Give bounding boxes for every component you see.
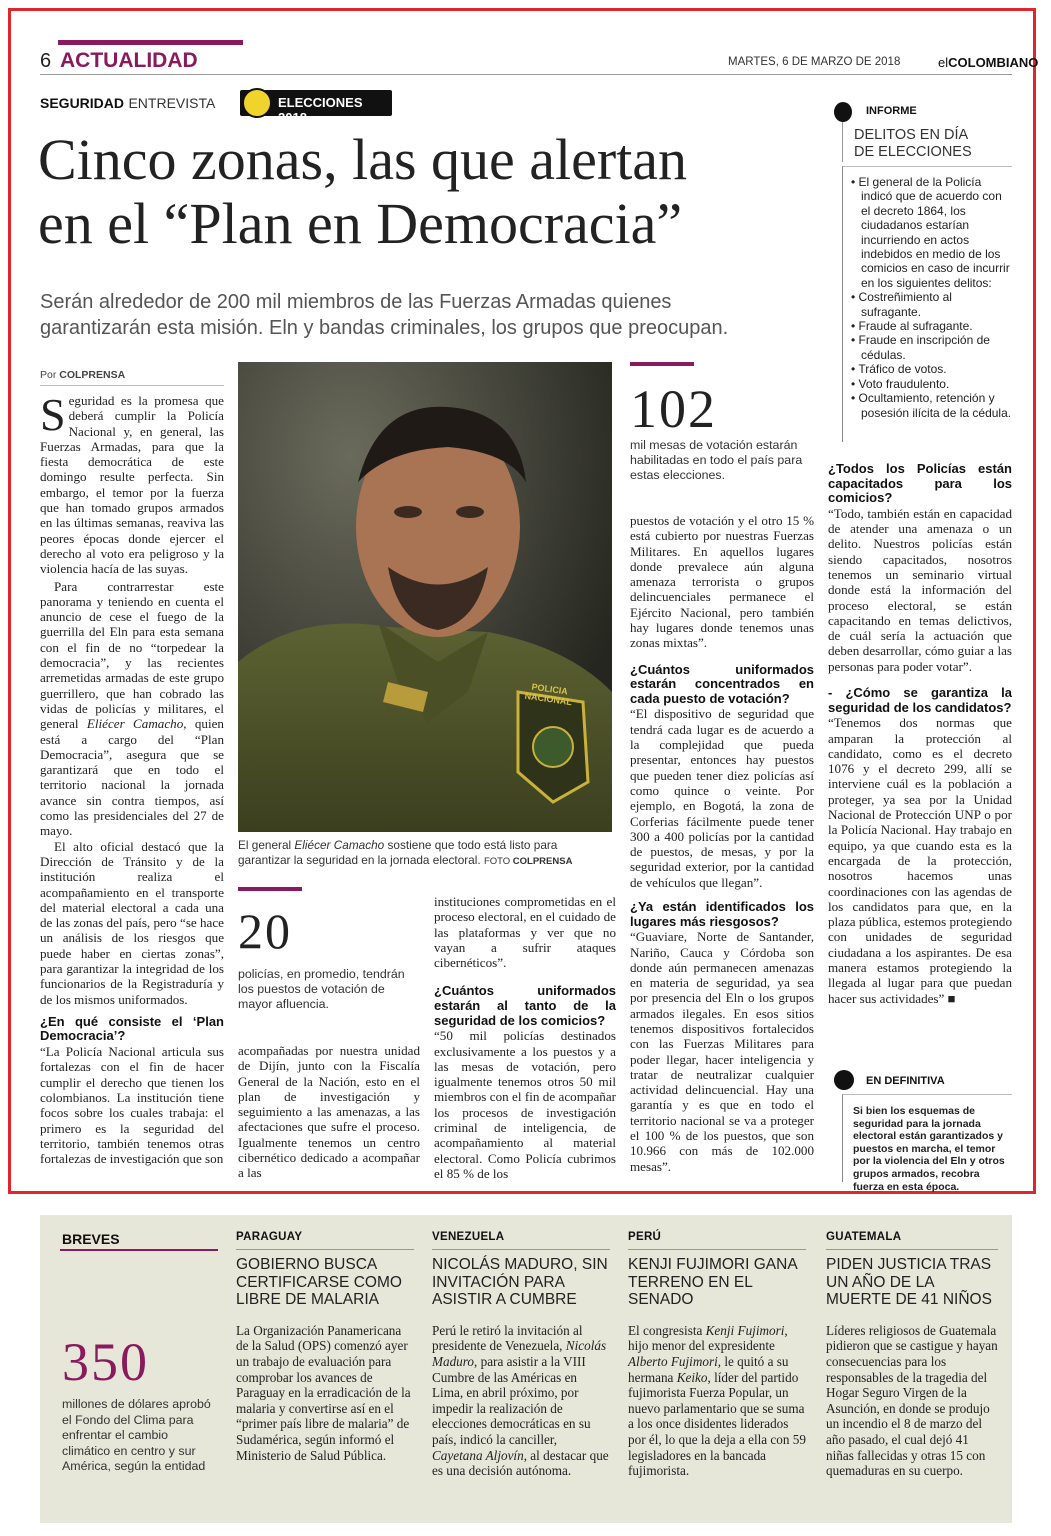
fact-102-number: 102 xyxy=(630,379,717,439)
page-number: 6 xyxy=(40,50,52,72)
brief-country: PERÚ xyxy=(628,1231,662,1243)
deck-line-1: Serán alrededor de 200 mil miembros de las Fuerzas Armadas quienes xyxy=(40,291,672,313)
brief-title: KENJI FUJIMORI GANA TERRENO EN EL SENADO xyxy=(628,1256,797,1309)
general-name: Eliécer Camacho xyxy=(86,716,184,732)
answer-uniformados-puesto: “El dispositivo de seguridad que tendrá cada lugar es de acuerdo a la complejidad que pueda presentar, entonces hay puestos que pueden tener diez policías así como quince o veinte. Por ejemplo, en Bogotá, la zona de Corferias fácilmente puede tener 300 a 400 policías por la cantidad de puestos, de mesas, y por la seguridad exterior, por la cantidad de vehículos que llegan”. xyxy=(630,706,814,890)
answer-uniformados-seguridad: “50 mil policías destinados exclusivamente a los puestos y a las mesas de votación, pero igualmente tenemos otros 50 mil miembros con el fin de acompañar los procesos de investigación criminal de inteligencia, de acompañamiento al material electoral. Como Policía cubrimos el 85 % de los xyxy=(434,1028,616,1181)
section-accent-bar xyxy=(58,40,243,45)
col4-paragraph-1: puestos de votación y el otro 15 % está cubierto por nuestras Fuerzas Militares. En aquellos lugares donde prevalece aún alguna amenaza terrorista o grupos delincuenciales permanece el Ejército Nacional, pero también hay lugares donde tenemos unas zonas mixtas”. xyxy=(630,513,814,651)
brief-guatemala xyxy=(826,1231,998,1479)
brief-venezuela xyxy=(432,1231,610,1479)
kicker-section: SEGURIDAD xyxy=(40,95,125,111)
breves-section xyxy=(40,1215,1012,1523)
question-seguridad-candidatos: - ¿Cómo se garantiza la seguridad de los candidatos? xyxy=(828,685,1012,715)
informe-item: • Fraude al sufragante. xyxy=(851,319,973,334)
deck xyxy=(40,289,820,341)
informe-box xyxy=(828,100,1012,442)
byline-rule xyxy=(40,385,224,386)
end-mark: ■ xyxy=(947,990,956,1006)
col1-paragraph-1: Seguridad es la promesa que deberá cumplir la Policía Nacional y, en general, las Fuerzas Armadas, para que la fiesta democrática de este domingo resulte perfecta. Sin embargo, el temor por la fuerza que han tomado grupos armados en las últimas semanas, reaviva las peores épocas donde ejercer el derecho al voto era peligroso y la violencia hacía de las suyas. xyxy=(40,389,224,577)
brief-text: Líderes religiosos de Guatemala pidieron que se castigue y hayan consecuencias para los responsables de la tragedia del Hogar Seguro Virgen de la Asunción, en donde se produjo un incendio el 8 de marzo del año pasado, el cual dejó 41 niñas fallecidas y otras 15 con quemaduras en su cuerpo. xyxy=(826,1322,998,1479)
definitiva-label: EN DEFINITIVA xyxy=(866,1075,945,1087)
col1-paragraph-2: Para contrarrestar este panorama y teniendo en cuenta el anuncio de cese el fuego de la guerrilla del Eln para esta semana con el fin de no “torpedear la democracia”, y las recientes arremetidas armadas de este grupo guerrillero, que han cobrado las vidas de policías y militares, el general Eliécer Camacho, quien está a cargo del “Plan Democracia”, asegura que se garantizará que en todo el territorio nacional la jornada avance sin contra tiempos, así como las presidenciales del 27 de mayo. xyxy=(40,578,224,839)
informe-list xyxy=(849,175,1012,420)
question-lugares-riesgosos: ¿Ya están identificados los lugares más riesgosos? xyxy=(630,899,814,929)
brief-text: La Organización Panamericana de la Salud (OPS) comenzó ayer un trabajo de evaluación para comprobar los avances de Paraguay en la erradicación de la malaria y convertirse así en el “primer país libre de malaria” de Sudamérica, según informó el Ministerio de Salud Pública. xyxy=(236,1322,411,1463)
headline-line-2: en el “Plan en Democracia” xyxy=(38,191,683,256)
informe-item: • Costreñimiento al sufragante. xyxy=(851,290,952,319)
brief-title: GOBIERNO BUSCA CERTIFICARSE COMO LIBRE DE MALARIA xyxy=(236,1256,402,1309)
uniform-patch-text: POLICIA NACIONAL xyxy=(524,681,573,708)
photo-credit: FOTO COLPRENSA xyxy=(483,856,573,867)
brief-text: El congresista Kenji Fujimori, hijo menor del expresidente Alberto Fujimori, le quitó a su hermana Keiko, líder del partido fujimorista Fuerza Popular, un nuevo parlamentario que se suma a los once disidentes liderados por él, lo que la deja a ella con 59 legisladores en la bancada fujimorista. xyxy=(628,1322,806,1479)
byline-prefix: Por xyxy=(40,369,57,381)
photo-caption: El general Eliécer Camacho sostiene que todo está listo para garantizar la seguridad en la jornada electoral. FOTO COLPRENSA xyxy=(238,838,573,867)
answer-seguridad-candidatos: “Tenemos dos normas que amparan la protección al candidato, como es el decreto 1076 y el decreto 299, allí se interviene cuál es la población a proteger, ya sea por la Unidad Nacional de Protección UNP o por la Policía Nacional. Hay trabajo en equipo, ya que cuando esta es la encargada de la protección, nosotros hacemos unas coordinaciones con las agendas de los candidatos para que, en la plaza pública, estemos protegiendo con unidades de seguridad ciudadana a los aspirantes. De esa manera estamos protegiendo la llegada al lugar para que puedan hacer sus actividades” ■ xyxy=(828,715,1012,1006)
brand-main: COLOMBIANO xyxy=(948,55,1039,70)
col1-paragraph-3: El alto oficial destacó que la Dirección de Tránsito y de la institución realiza el acompañamiento en el transporte del material electoral a cada una de las zonas del país, pero “se hace un análisis de los riesgos que puede haber en ciertas zonas”, para garantizar la integridad de los funcionarios de la Registraduría y de los mismos uniformados. xyxy=(40,838,224,1007)
general-photo xyxy=(238,362,612,832)
section-name: ACTUALIDAD xyxy=(60,49,198,72)
fact-20-description: policías, en promedio, tendrán los puestos de votación de mayor afluencia. xyxy=(238,967,405,1011)
elections-badge-label: ELECCIONES 2018 xyxy=(278,95,363,125)
informe-item: • Fraude en inscripción de cédulas. xyxy=(851,333,990,362)
drop-cap: S xyxy=(40,389,66,440)
question-plan-democracia: ¿En qué consiste el ‘Plan Democracia’? xyxy=(40,1013,224,1044)
informe-list-box xyxy=(842,166,1012,442)
answer-plan-democracia: “La Policía Nacional articula sus fortalezas con el fin de hacer cumplir el derecho que tienen los colombianos. La institución tiene focos sobre los cuales trabaja: el primero es la seguridad del territorio, también tenemos otras fortalezas de investigación que son xyxy=(40,1044,224,1167)
byline xyxy=(40,369,125,381)
caption-general-name: Eliécer Camacho xyxy=(294,838,385,852)
col3-intro: instituciones comprometidas en el proceso electoral, en el cuidado de las plataformas y ver que no vayan a sufrir ataques cibernéticos”. xyxy=(434,894,616,971)
fact-20-bar xyxy=(238,887,302,891)
definitiva-icon xyxy=(834,1070,854,1090)
breves-number-description: millones de dólares aprobó el Fondo del Clima para enfrentar el cambio climático en centro y sur América, según la entidad xyxy=(62,1397,211,1474)
informe-item: • Ocultamiento, retención y posesión ilícita de la cédula. xyxy=(851,391,1012,420)
elections-logo-icon xyxy=(242,88,272,118)
brand-prefix: el xyxy=(938,55,949,70)
brief-title: PIDEN JUSTICIA TRAS UN AÑO DE LA MUERTE DE 41 NIÑOS xyxy=(826,1256,992,1309)
breves-label-rule xyxy=(60,1249,218,1251)
headline-line-1: Cinco zonas, las que alertan xyxy=(38,127,688,192)
brief-peru xyxy=(628,1231,806,1479)
breves-label: BREVES xyxy=(62,1231,120,1247)
question-uniformados-seguridad: ¿Cuántos uniformados estarán al tanto de la seguridad de los comicios? xyxy=(434,983,616,1028)
portrait-illustration xyxy=(238,362,612,832)
informe-vline xyxy=(842,122,843,162)
informe-item: • Tráfico de votos. xyxy=(851,362,947,377)
brief-country: GUATEMALA xyxy=(826,1231,902,1243)
brief-country: PARAGUAY xyxy=(236,1231,303,1243)
brief-text: Perú le retiró la invitación al presidente de Venezuela, Nicolás Maduro, para asistir a la VIII Cumbre de las Américas en Lima, en abril próximo, por impedir la realización de elecciones democráticas en su país, indicó la canciller, Cayetana Aljovín, al destacar que es una decisión autónoma. xyxy=(432,1322,609,1479)
fact-102-description: mil mesas de votación estarán habilitadas en todo el país para estas elecciones. xyxy=(630,438,803,482)
header-bar xyxy=(40,40,1039,75)
question-policias-capacitados: ¿Todos los Policías están capacitados para los comicios? xyxy=(828,461,1012,506)
informe-title: DELITOS EN DÍA DE ELECCIONES xyxy=(854,127,972,160)
informe-item: • Voto fraudulento. xyxy=(851,376,950,391)
answer-policias-capacitados: “Todo, también están en capacidad de atender una amenaza o un delito. Nuestros policías están siendo capacitados, nosotros tenemos un seminario virtual donde está la información del proceso electoral, se están capacitando en temas delictivos, de cuál sería la actuación que deben desarrollar, cómo guiar a las personas para poder votar”. xyxy=(828,505,1012,674)
question-uniformados-puesto: ¿Cuántos uniformados estarán concentrados en cada puesto de votación? xyxy=(630,661,814,706)
brief-title: NICOLÁS MADURO, SIN INVITACIÓN PARA ASISTIR A CUMBRE xyxy=(432,1256,608,1309)
deck-line-2: garantizarán esta misión. Eln y bandas criminales, los grupos que preocupan. xyxy=(40,317,729,339)
definitiva-text: Si bien los esquemas de seguridad para la jornada electoral están garantizados y puestos en marcha, el temor por la violencia del Eln y otros grupos armados, recobra fuerza en esta época. xyxy=(853,1105,1005,1193)
column-4 xyxy=(630,513,814,1185)
definitiva-box xyxy=(828,1070,1012,1193)
column-3-bottom xyxy=(434,894,616,1184)
brand-name xyxy=(938,55,1038,70)
kicker-type: ENTREVISTA xyxy=(128,95,216,111)
elections-badge xyxy=(240,90,392,125)
column-5 xyxy=(828,461,1012,1006)
informe-label: INFORME xyxy=(866,105,917,117)
byline-author: COLPRENSA xyxy=(59,369,126,381)
headline xyxy=(38,128,818,256)
fact-102-bar xyxy=(630,362,694,366)
breves-number: 350 xyxy=(62,1332,149,1392)
brief-paraguay xyxy=(236,1231,414,1463)
answer-lugares-riesgosos: “Guaviare, Norte de Santander, Nariño, Cauca y Córdoba son donde aún permanecen amenazas en materia de seguridad, ya sea por presencia del Eln o los grupos armados ilegales. En esos sitios tenemos dispositivos fortalecidos con las Fuerzas Militares para poder llegar, hacer inteligencia y tratar de neutralizar cualquier actividad delincuencial. Hay una garantía y es que en todo el territorio nacional se va a proteger el 100 % de los puestos, que son 10.966 con más de 102.000 mesas”. xyxy=(630,929,814,1174)
header-date: MARTES, 6 DE MARZO DE 2018 xyxy=(728,56,901,68)
column-2-bottom: acompañadas por nuestra unidad de Dijín, junto con la Fiscalía General de la Nación, esto en el plan de investigación y seguimiento a las amenazas, a las afectaciones que sufre el proceso. Igualmente tenemos un centro cibernético dedicado a acompañar a las xyxy=(238,1043,420,1181)
column-1 xyxy=(40,389,224,1183)
informe-item: • El general de la Policía indicó que de acuerdo con el decreto 1864, los ciudadanos estarían incurriendo en actos indebidos en medio de los comicios en caso de incurrir en los siguientes delitos: xyxy=(851,175,1010,290)
document-icon xyxy=(834,102,852,122)
brief-country: VENEZUELA xyxy=(432,1231,505,1243)
kicker xyxy=(40,95,215,117)
fact-20-number: 20 xyxy=(238,903,292,959)
definitiva-text-box xyxy=(842,1094,1012,1193)
